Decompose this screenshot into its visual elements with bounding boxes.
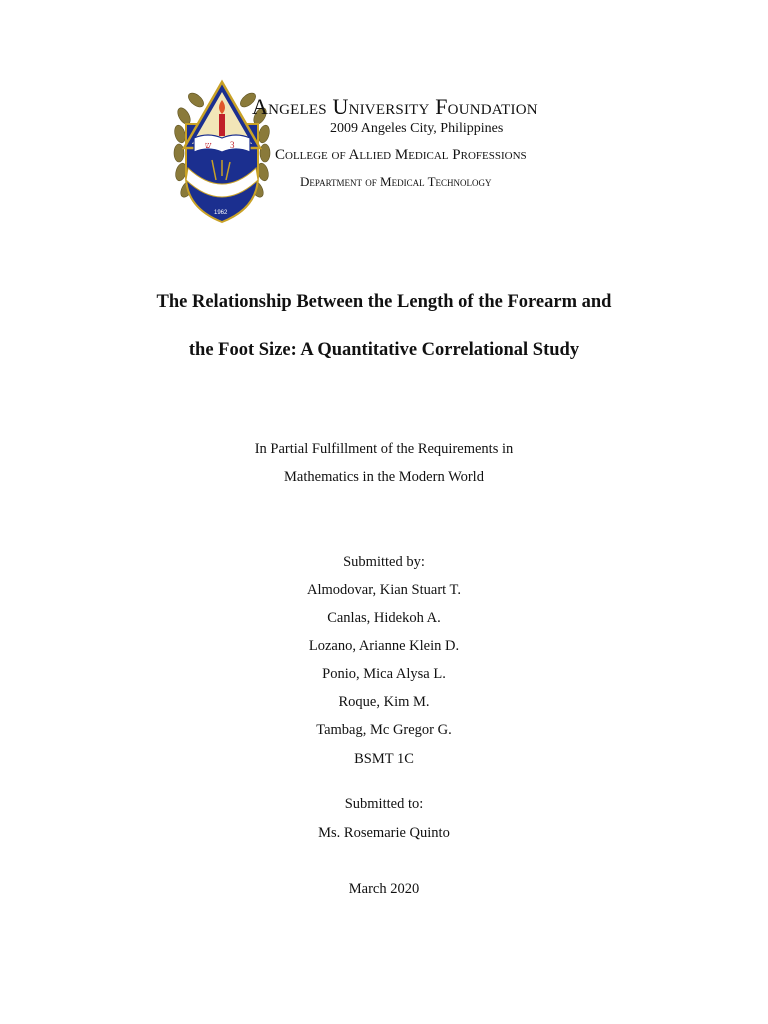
author-name: Ponio, Mica Alysa L. <box>322 666 446 682</box>
seal-year: 1962 <box>214 210 228 216</box>
fulfillment-line-2: Mathematics in the Modern World <box>284 469 484 485</box>
author-name: Tambag, Mc Gregor G. <box>316 722 452 738</box>
submitted-by-label: Submitted by: <box>343 554 425 570</box>
submission-date: March 2020 <box>348 881 420 897</box>
submitted-to-label: Submitted to: <box>344 796 424 812</box>
college-name: College of Allied Medical Professions <box>275 147 527 163</box>
author-name: Almodovar, Kian Stuart T. <box>307 582 461 598</box>
university-address: 2009 Angeles City, Philippines <box>330 121 504 136</box>
department-name: Department of Medical Technology <box>300 174 492 189</box>
author-name: Lozano, Arianne Klein D. <box>308 638 460 654</box>
fulfillment-line-1: In Partial Fulfillment of the Requirements in <box>254 441 514 457</box>
instructor-name: Ms. Rosemarie Quinto <box>318 825 450 841</box>
university-name: Angeles University Foundation <box>252 94 538 119</box>
section-name: BSMT 1C <box>354 751 414 767</box>
author-name: Roque, Kim M. <box>338 694 430 710</box>
paper-title-line-1: The Relationship Between the Length of the Forearm and <box>156 292 612 312</box>
paper-title-line-2: the Foot Size: A Quantitative Correlational Study <box>188 340 580 360</box>
svg-text:ש: ש <box>205 140 212 150</box>
svg-text:3: 3 <box>230 140 235 150</box>
author-name: Canlas, Hidekoh A. <box>327 610 441 626</box>
